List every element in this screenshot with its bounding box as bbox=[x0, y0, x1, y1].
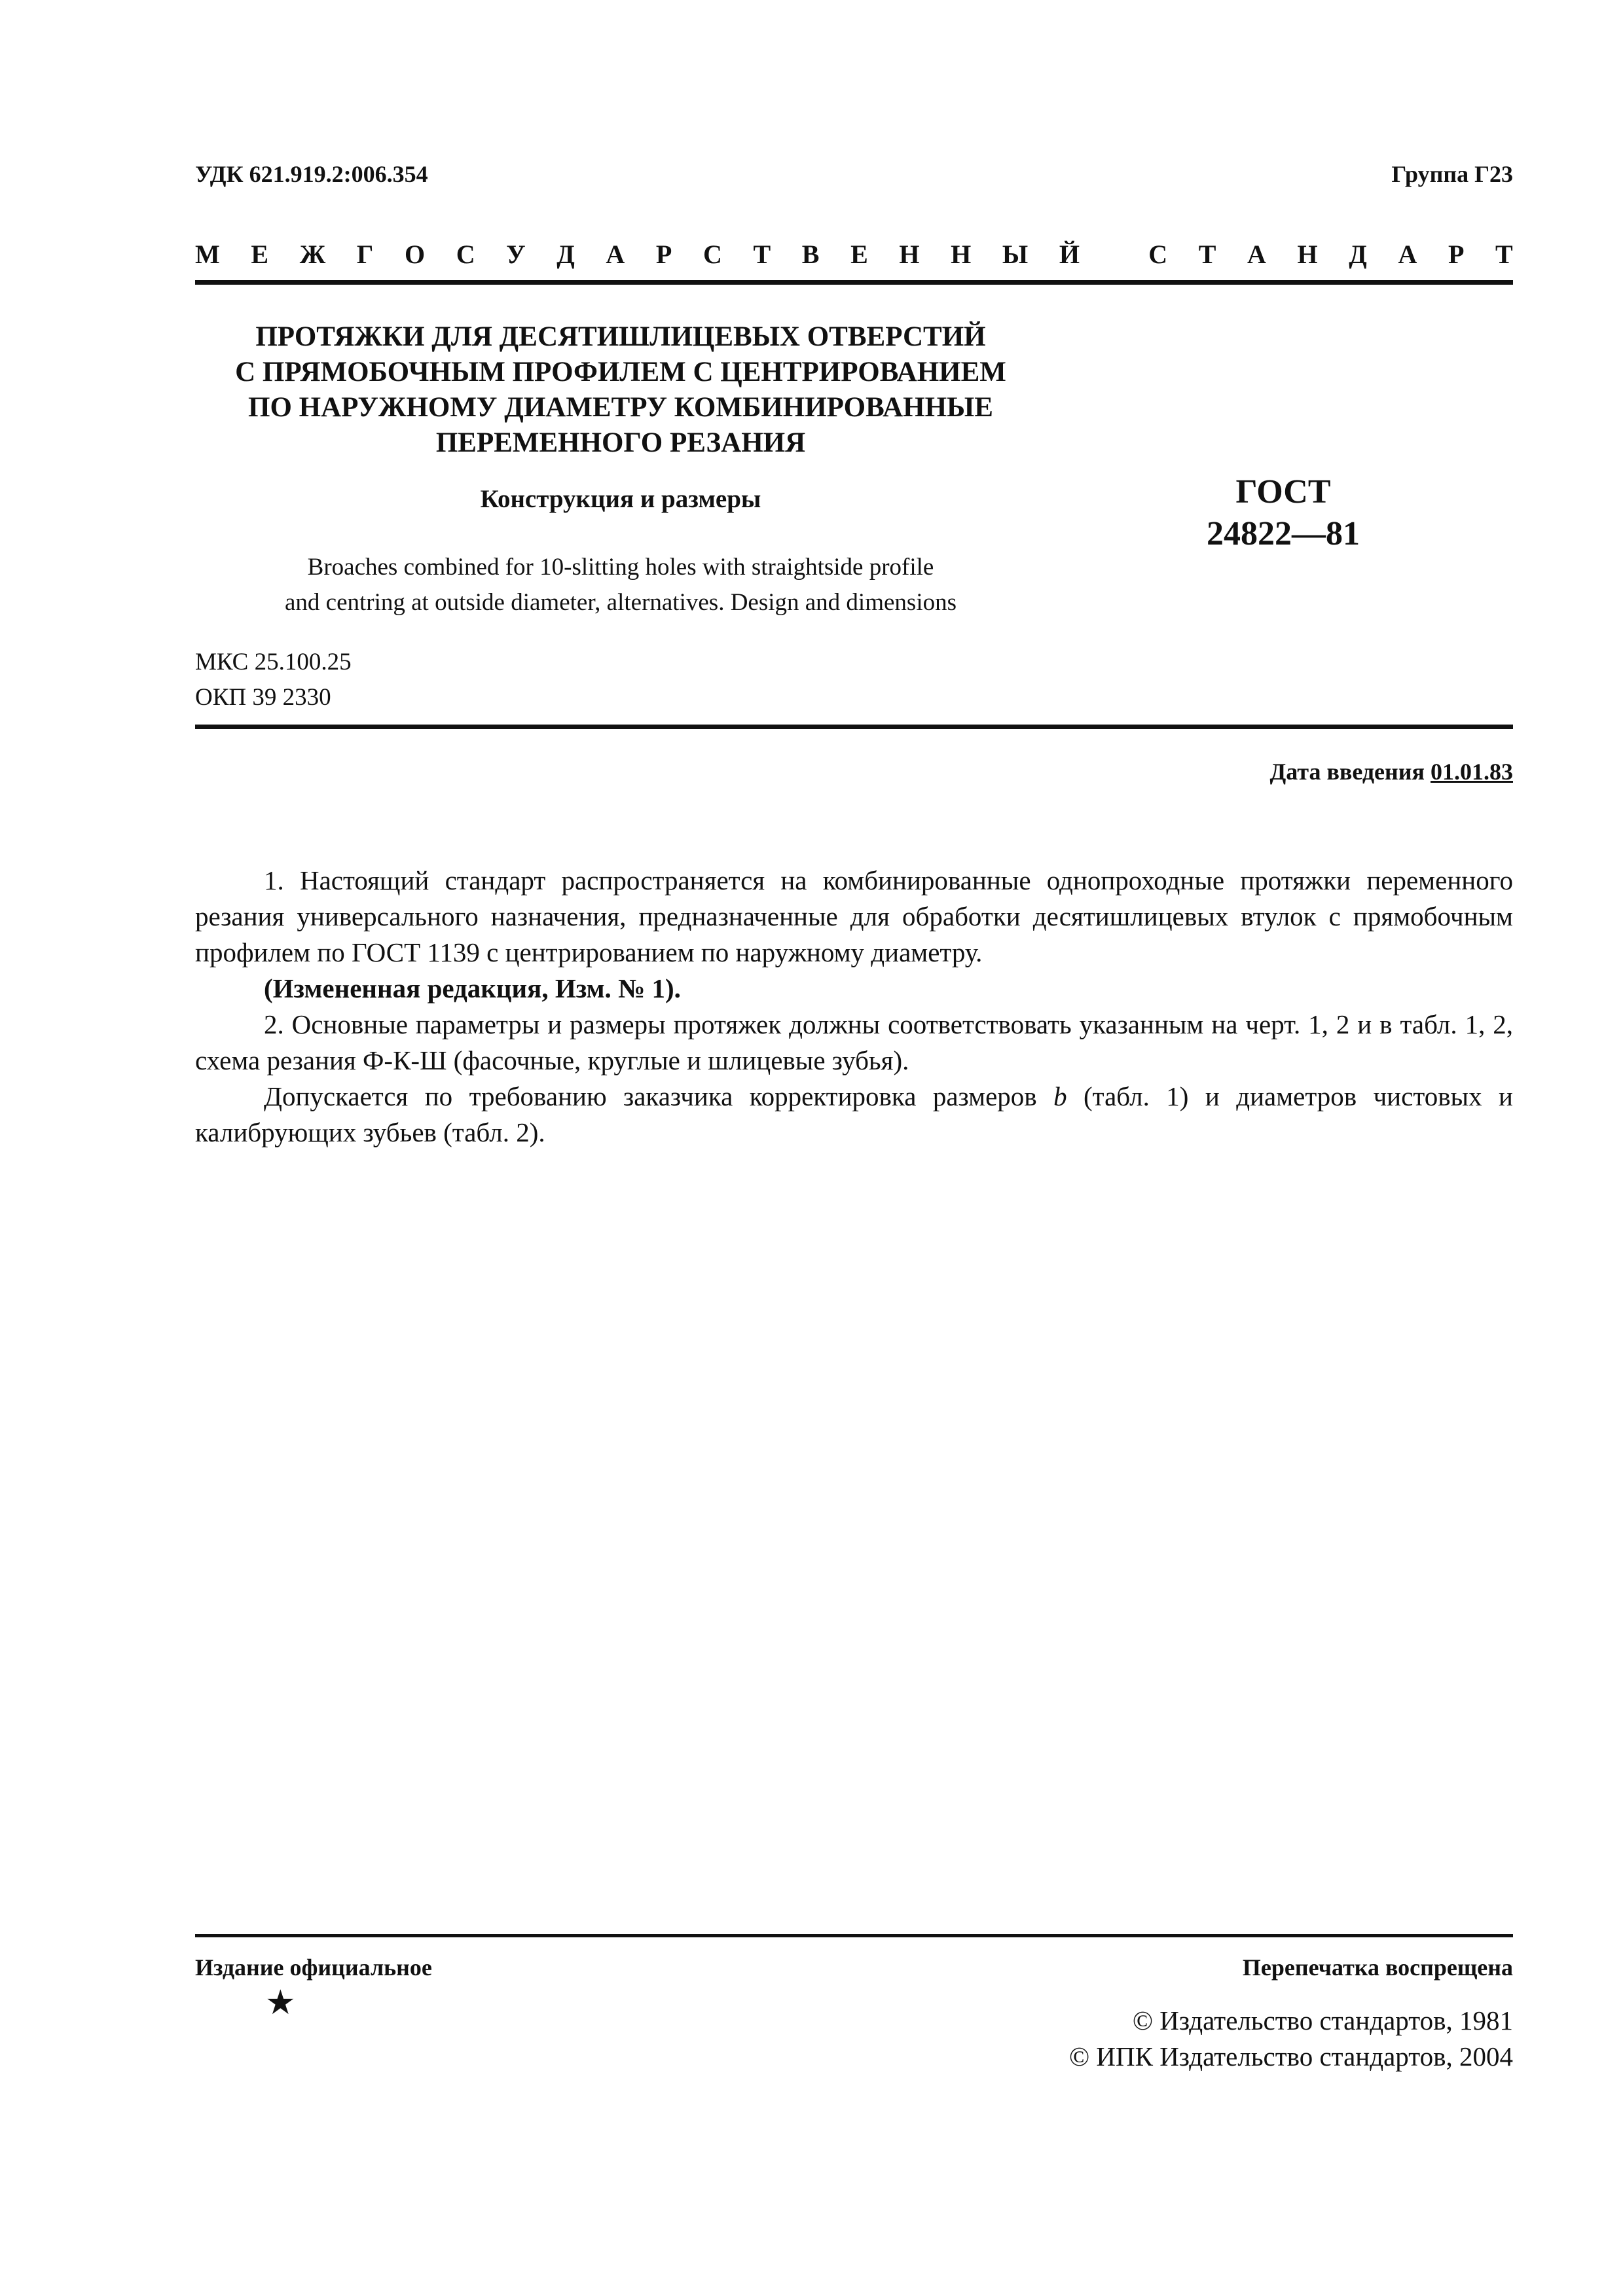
heading-letter: Е bbox=[850, 240, 868, 269]
introduction-date bbox=[1270, 758, 1514, 785]
amendment-note: (Измененная редакция, Изм. № 1). bbox=[264, 973, 681, 1003]
paragraph-3-end: (табл. 1) и диаметров чистовых и калибрующих зубьев (табл. 2). bbox=[195, 1081, 1513, 1147]
heading-letter: Р bbox=[655, 240, 672, 269]
english-title-line: Broaches combined for 10-slitting holes with straightside profile bbox=[307, 554, 934, 581]
paragraph-3-start: Допускается по требованию заказчика корректировка размеров bbox=[264, 1081, 1054, 1111]
date-value: 01.01.83 bbox=[1431, 759, 1513, 785]
document-title bbox=[195, 319, 1046, 461]
heading-letter: Т bbox=[1198, 240, 1216, 269]
heading-letter: С bbox=[702, 240, 722, 269]
heading-letter: А bbox=[606, 240, 625, 269]
heading-letter: С bbox=[456, 240, 475, 269]
english-title-line: and centring at outside diameter, alternatives. Design and dimensions bbox=[284, 589, 957, 616]
heading-letter: Р bbox=[1448, 240, 1465, 269]
heading-letter: С bbox=[1148, 240, 1168, 269]
official-edition: Издание официальное bbox=[195, 1954, 432, 1981]
paragraph-2: 2. Основные параметры и размеры протяжек должны соответствовать указанным на черт. 1, 2 и в табл. 1, 2, схема резания Ф-К-Ш (фасочные, круглые и шлицевые зубья). bbox=[195, 1009, 1513, 1075]
title-line: ПРОТЯЖКИ ДЛЯ ДЕСЯТИШЛИЦЕВЫХ ОТВЕРСТИЙ bbox=[255, 321, 986, 352]
dimension-symbol: b bbox=[1053, 1081, 1067, 1111]
title-line: ПЕРЕМЕННОГО РЕЗАНИЯ bbox=[435, 427, 806, 458]
heading-letter: В bbox=[801, 240, 820, 269]
middle-rule bbox=[195, 725, 1513, 729]
heading-letter: Г bbox=[356, 240, 374, 269]
paragraph-1: 1. Настоящий стандарт распространяется на комбинированные однопроходные протяжки переменного резания универсального назначения, предназначенные для обработки десятишлицевых втулок с прямобочным профилем по ГОСТ 1139 с центрированием по наружному диаметру. bbox=[195, 865, 1513, 967]
heading-letter: Й bbox=[1059, 240, 1080, 269]
heading-letter: Т bbox=[753, 240, 771, 269]
okp-code: ОКП 39 2330 bbox=[195, 684, 331, 711]
heading-letter: Т bbox=[1495, 240, 1513, 269]
copyright-line: © Издательство стандартов, 1981 bbox=[1132, 2005, 1513, 2036]
gost-designation bbox=[1074, 471, 1493, 555]
gost-number: 24822—81 bbox=[1207, 515, 1360, 552]
heading-letter: Н bbox=[899, 240, 920, 269]
heading-letter: Н bbox=[1297, 240, 1318, 269]
heading-letter: Н bbox=[951, 240, 972, 269]
heading-letter: О bbox=[404, 240, 426, 269]
copyright-block bbox=[1069, 2003, 1513, 2075]
heading-letter: У bbox=[506, 240, 526, 269]
star-icon: ★ bbox=[265, 1984, 296, 2022]
top-rule bbox=[195, 280, 1513, 285]
paragraph-3 bbox=[195, 1079, 1513, 1151]
date-label: Дата введения bbox=[1269, 759, 1431, 785]
mks-code: МКС 25.100.25 bbox=[195, 649, 352, 675]
title-line: С ПРЯМОБОЧНЫМ ПРОФИЛЕМ С ЦЕНТРИРОВАНИЕМ bbox=[235, 357, 1006, 387]
reprint-prohibited: Перепечатка воспрещена bbox=[1242, 1954, 1513, 1981]
english-title bbox=[195, 550, 1046, 620]
heading-letter: Ж bbox=[299, 240, 326, 269]
heading-letter: Е bbox=[251, 240, 269, 269]
heading-letter: М bbox=[195, 240, 220, 269]
gost-label: ГОСТ bbox=[1235, 473, 1331, 511]
udk-code: УДК 621.919.2:006.354 bbox=[195, 161, 428, 187]
heading-letter: А bbox=[1247, 240, 1266, 269]
heading-letter bbox=[1111, 239, 1118, 270]
heading-letter: А bbox=[1398, 240, 1417, 269]
footer-rule bbox=[195, 1934, 1513, 1937]
copyright-line: © ИПК Издательство стандартов, 2004 bbox=[1068, 2041, 1513, 2072]
heading-letter: Д bbox=[1349, 240, 1367, 269]
heading-letter: Д bbox=[556, 240, 575, 269]
heading-letter: Ы bbox=[1002, 240, 1029, 269]
document-subtitle: Конструкция и размеры bbox=[480, 485, 761, 513]
classification-codes bbox=[195, 645, 352, 715]
document-body bbox=[195, 863, 1513, 1151]
interstate-standard-heading bbox=[195, 239, 1513, 270]
group-code: Группа Г23 bbox=[1391, 161, 1513, 187]
title-line: ПО НАРУЖНОМУ ДИАМЕТРУ КОМБИНИРОВАННЫЕ bbox=[248, 392, 993, 423]
